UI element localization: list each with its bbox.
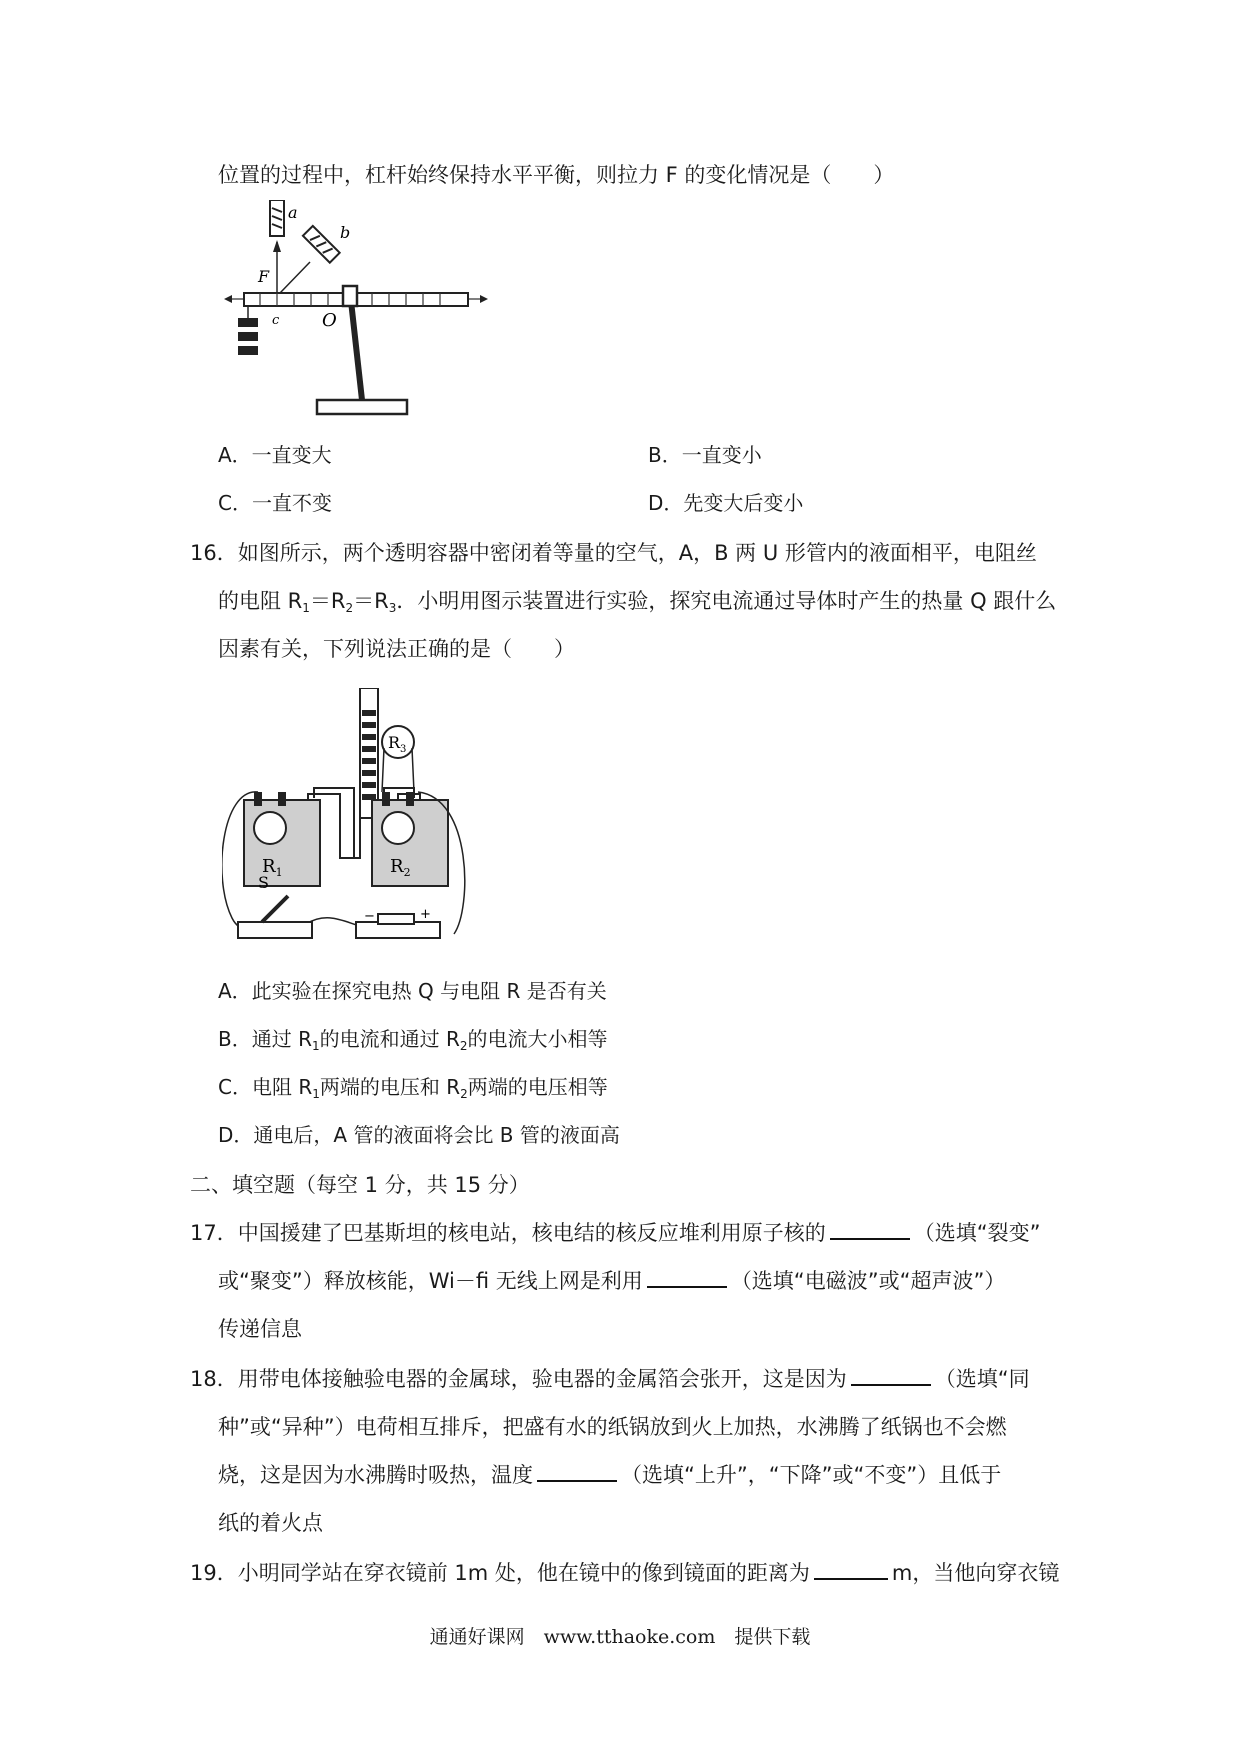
q15-option-c: C．一直不变 [218, 491, 332, 515]
svg-text:R2: $R_2$ [390, 856, 411, 879]
label-O: O [322, 310, 337, 331]
svg-text:R3: $R_3$ [388, 733, 407, 755]
q18-line4: 纸的着火点 [218, 1511, 323, 1535]
lever-base [317, 400, 407, 414]
q15-option-a: A．一直变大 [218, 443, 332, 467]
q15-option-b: B．一直变小 [648, 443, 762, 467]
page-footer: 通通好课网 www.tthaoke.com 提供下载 [429, 1626, 811, 1648]
svg-text:R1: $R_1$ [262, 856, 283, 879]
q15-option-d: D．先变大后变小 [648, 491, 804, 515]
q18-blank-1[interactable] [851, 1364, 931, 1386]
label-b: b [340, 223, 351, 242]
q16-option-b: B．通过 $R_1$的电流和通过 $R_2$的电流大小相等 [218, 1027, 608, 1053]
lever-post [350, 292, 362, 400]
q18-blank-2[interactable] [537, 1460, 617, 1482]
q18-line2: 种”或“异种”）电荷相互排斥，把盛有水的纸锅放到火上加热，水沸腾了纸锅也不会燃 [218, 1415, 1007, 1439]
switch-s [238, 922, 312, 938]
q16-line3: 因素有关，下列说法正确的是（ ） [218, 637, 575, 661]
label-a: a [288, 203, 298, 222]
lever-figure [222, 200, 492, 422]
label-S: S [258, 873, 269, 892]
q16-option-a: A．此实验在探究电热 Q 与电阻 R 是否有关 [218, 979, 607, 1003]
q18-line3: 烧，这是因为水沸腾时吸热，温度 （选填“上升”，“下降”或“不变”）且低于 [218, 1460, 1001, 1490]
q17-blank-1[interactable] [830, 1218, 910, 1240]
q16-line1: 16．如图所示，两个透明容器中密闭着等量的空气，A，B 两 U 形管内的液面相平，电阻丝 [190, 541, 1037, 565]
pivot-block [343, 286, 357, 306]
q17-line2: 或“聚变”）释放核能，Wi－fi 无线上网是利用 （选填“电磁波”或“超声波”） [218, 1266, 1005, 1296]
q18-line1: 18．用带电体接触验电器的金属球，验电器的金属箔会张开，这是因为 （选填“同 [190, 1364, 1030, 1394]
q19-blank-1[interactable] [814, 1558, 888, 1580]
q16-line2: 的电阻 $R_1=R_2=R_3$．小明用图示装置进行实验，探究电流通过导体时产生的热量 Q 跟什么 [218, 589, 1057, 615]
svg-text:+: + [420, 907, 431, 922]
q16-option-c: C．电阻 $R_1$两端的电压和 $R_2$两端的电压相等 [218, 1075, 608, 1101]
q16-option-d: D．通电后，A 管的液面将会比 B 管的液面高 [218, 1123, 620, 1147]
svg-text:−: − [364, 909, 375, 924]
q19-line1: 19．小明同学站在穿衣镜前 1m 处，他在镜中的像到镜面的距离为 m，当他向穿衣镜 [190, 1558, 1059, 1588]
label-F: F [258, 267, 270, 286]
q17-line3: 传递信息 [218, 1317, 302, 1341]
q17-line1: 17．中国援建了巴基斯坦的核电站，核电结的核反应堆利用原子核的 （选填“裂变” [190, 1218, 1041, 1248]
section-heading: 二、填空题（每空 1 分，共 15 分） [190, 1173, 530, 1197]
circuit-figure [222, 688, 522, 950]
q17-blank-2[interactable] [647, 1266, 727, 1288]
q15-stem: 位置的过程中，杠杆始终保持水平平衡，则拉力 F 的变化情况是（ ） [218, 163, 895, 187]
label-c: c [272, 313, 280, 328]
